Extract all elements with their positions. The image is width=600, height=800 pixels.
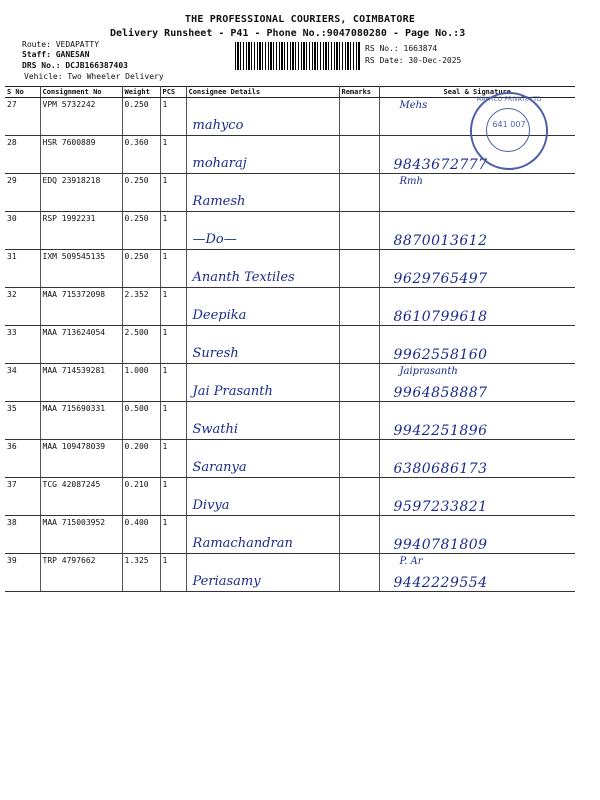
pcs-cell: 1	[160, 288, 186, 326]
consignment-cell: MAA 715003952	[40, 516, 122, 554]
signature-cell	[379, 516, 575, 554]
consignee-cell	[186, 440, 339, 478]
sno-cell: 34	[5, 364, 40, 402]
sno-cell: 37	[5, 478, 40, 516]
consignee-name: Suresh	[192, 346, 239, 361]
signature-phone: 9962558160	[393, 347, 488, 363]
signature-phone: 8870013612	[393, 233, 488, 249]
consignee-cell	[186, 212, 339, 250]
consignment-cell: MAA 715690331	[40, 402, 122, 440]
sno-cell: 33	[5, 326, 40, 364]
consignee-cell	[186, 402, 339, 440]
consignee-name: Jai Prasanth	[192, 384, 273, 399]
weight-cell: 0.200	[122, 440, 160, 478]
signature-cell	[379, 364, 575, 402]
seal-center-text: 641 007	[492, 120, 526, 129]
consignee-name: Saranya	[192, 460, 247, 475]
weight-cell: 2.500	[122, 326, 160, 364]
sno-cell: 39	[5, 554, 40, 592]
consignee-name: Ramesh	[192, 194, 246, 209]
consignment-cell: MAA 713624054	[40, 326, 122, 364]
consignment-cell: IXM 509545135	[40, 250, 122, 288]
table-row	[5, 250, 575, 288]
sno-cell: 31	[5, 250, 40, 288]
signature-cell	[379, 174, 575, 212]
pcs-cell: 1	[160, 174, 186, 212]
signature-scrawl: Mehs	[399, 100, 428, 111]
consignee-name: Deepika	[192, 308, 247, 323]
consignment-cell: VPM 5732242	[40, 98, 122, 136]
sno-cell: 27	[5, 98, 40, 136]
consignee-cell	[186, 516, 339, 554]
consignee-cell	[186, 478, 339, 516]
staff-label: Staff: GANESAN	[22, 50, 90, 59]
signature-phone: 9442229554	[393, 575, 488, 591]
company-seal-stamp	[470, 92, 548, 170]
weight-cell: 2.352	[122, 288, 160, 326]
signature-phone: 9629765497	[393, 271, 488, 287]
table-row	[5, 554, 575, 592]
consignee-cell	[186, 174, 339, 212]
sno-cell: 35	[5, 402, 40, 440]
consignee-name: moharaj	[192, 156, 247, 171]
consignee-cell	[186, 554, 339, 592]
rs-date: RS Date: 30-Dec-2025	[365, 56, 462, 65]
remarks-cell	[339, 250, 379, 288]
consignee-name: Ananth Textiles	[192, 270, 295, 285]
signature-phone: 9964858887	[393, 385, 488, 401]
sno-cell: 29	[5, 174, 40, 212]
col-header-sno: S No	[5, 87, 40, 98]
consignee-name: —Do—	[192, 232, 237, 247]
remarks-cell	[339, 440, 379, 478]
signature-scrawl: P. Ar	[399, 556, 423, 567]
pcs-cell: 1	[160, 554, 186, 592]
route-label: Route: VEDAPATTY	[22, 40, 100, 49]
consignee-cell	[186, 288, 339, 326]
signature-cell	[379, 478, 575, 516]
consignee-name: Divya	[192, 498, 230, 513]
weight-cell: 0.400	[122, 516, 160, 554]
table-row	[5, 364, 575, 402]
signature-phone: 9597233821	[393, 499, 488, 515]
signature-phone: 9942251896	[393, 423, 488, 439]
signature-phone: 8610799618	[393, 309, 488, 325]
table-row	[5, 440, 575, 478]
col-header-remarks: Remarks	[339, 87, 379, 98]
seal-inner-circle	[486, 108, 530, 152]
remarks-cell	[339, 174, 379, 212]
vehicle-label: Vehicle: Two Wheeler Delivery	[24, 72, 164, 81]
consignment-cell: MAA 714539281	[40, 364, 122, 402]
runsheet-subtitle: Delivery Runsheet - P41 - Phone No.:9047080280 - Page No.:3	[110, 28, 466, 39]
pcs-cell: 1	[160, 212, 186, 250]
table-row	[5, 402, 575, 440]
sno-cell: 30	[5, 212, 40, 250]
signature-cell	[379, 326, 575, 364]
barcode	[235, 42, 360, 70]
table-row	[5, 174, 575, 212]
signature-scrawl: Rmh	[399, 176, 423, 187]
consignee-name: Periasamy	[192, 574, 261, 589]
consignment-cell: MAA 715372098	[40, 288, 122, 326]
pcs-cell: 1	[160, 250, 186, 288]
remarks-cell	[339, 98, 379, 136]
signature-cell	[379, 212, 575, 250]
remarks-cell	[339, 136, 379, 174]
pcs-cell: 1	[160, 516, 186, 554]
signature-cell	[379, 250, 575, 288]
remarks-cell	[339, 554, 379, 592]
remarks-cell	[339, 326, 379, 364]
remarks-cell	[339, 478, 379, 516]
sno-cell: 28	[5, 136, 40, 174]
consignment-cell: RSP 1992231	[40, 212, 122, 250]
sno-cell: 36	[5, 440, 40, 478]
remarks-cell	[339, 364, 379, 402]
table-row	[5, 516, 575, 554]
weight-cell: 0.210	[122, 478, 160, 516]
consignee-cell	[186, 250, 339, 288]
pcs-cell: 1	[160, 440, 186, 478]
col-header-consignment: Consignment No	[40, 87, 122, 98]
signature-cell	[379, 440, 575, 478]
signature-phone: 6380686173	[393, 461, 488, 477]
weight-cell: 0.250	[122, 98, 160, 136]
consignee-cell	[186, 136, 339, 174]
signature-scrawl: Jaiprasanth	[399, 366, 458, 377]
signature-phone: 9940781809	[393, 537, 488, 553]
col-header-weight: Weight	[122, 87, 160, 98]
consignee-name: Ramachandran	[192, 536, 293, 551]
signature-cell	[379, 288, 575, 326]
drs-number: DRS No.: DCJB166387403	[22, 61, 128, 70]
consignee-cell	[186, 364, 339, 402]
weight-cell: 1.000	[122, 364, 160, 402]
col-header-pcs: PCS	[160, 87, 186, 98]
pcs-cell: 1	[160, 478, 186, 516]
consignee-cell	[186, 326, 339, 364]
consignee-name: mahyco	[192, 118, 244, 133]
table-row	[5, 288, 575, 326]
consignment-cell: EDQ 23918218	[40, 174, 122, 212]
consignee-cell	[186, 98, 339, 136]
table-row	[5, 478, 575, 516]
signature-cell	[379, 554, 575, 592]
signature-phone: 9843672777	[393, 157, 488, 173]
weight-cell: 0.250	[122, 250, 160, 288]
remarks-cell	[339, 516, 379, 554]
consignment-cell: TCG 42087245	[40, 478, 122, 516]
pcs-cell: 1	[160, 402, 186, 440]
remarks-cell	[339, 402, 379, 440]
pcs-cell: 1	[160, 98, 186, 136]
sno-cell: 38	[5, 516, 40, 554]
weight-cell: 0.250	[122, 212, 160, 250]
seal-ring-text: MAHYCO PRIVATE LTD	[476, 96, 542, 103]
sno-cell: 32	[5, 288, 40, 326]
pcs-cell: 1	[160, 326, 186, 364]
pcs-cell: 1	[160, 136, 186, 174]
weight-cell: 1.325	[122, 554, 160, 592]
rs-number: RS No.: 1663874	[365, 44, 438, 53]
col-header-signature: Seal & Signature	[379, 87, 575, 98]
weight-cell: 0.500	[122, 402, 160, 440]
weight-cell: 0.250	[122, 174, 160, 212]
weight-cell: 0.360	[122, 136, 160, 174]
consignment-cell: TRP 4797662	[40, 554, 122, 592]
consignee-name: Swathi	[192, 422, 239, 437]
document-title: THE PROFESSIONAL COURIERS, COIMBATORE	[184, 14, 416, 25]
remarks-cell	[339, 212, 379, 250]
table-row	[5, 212, 575, 250]
remarks-cell	[339, 288, 379, 326]
col-header-consignee: Consignee Details	[186, 87, 339, 98]
table-row	[5, 326, 575, 364]
signature-cell	[379, 402, 575, 440]
consignment-cell: MAA 109478039	[40, 440, 122, 478]
pcs-cell: 1	[160, 364, 186, 402]
consignment-cell: HSR 7600889	[40, 136, 122, 174]
